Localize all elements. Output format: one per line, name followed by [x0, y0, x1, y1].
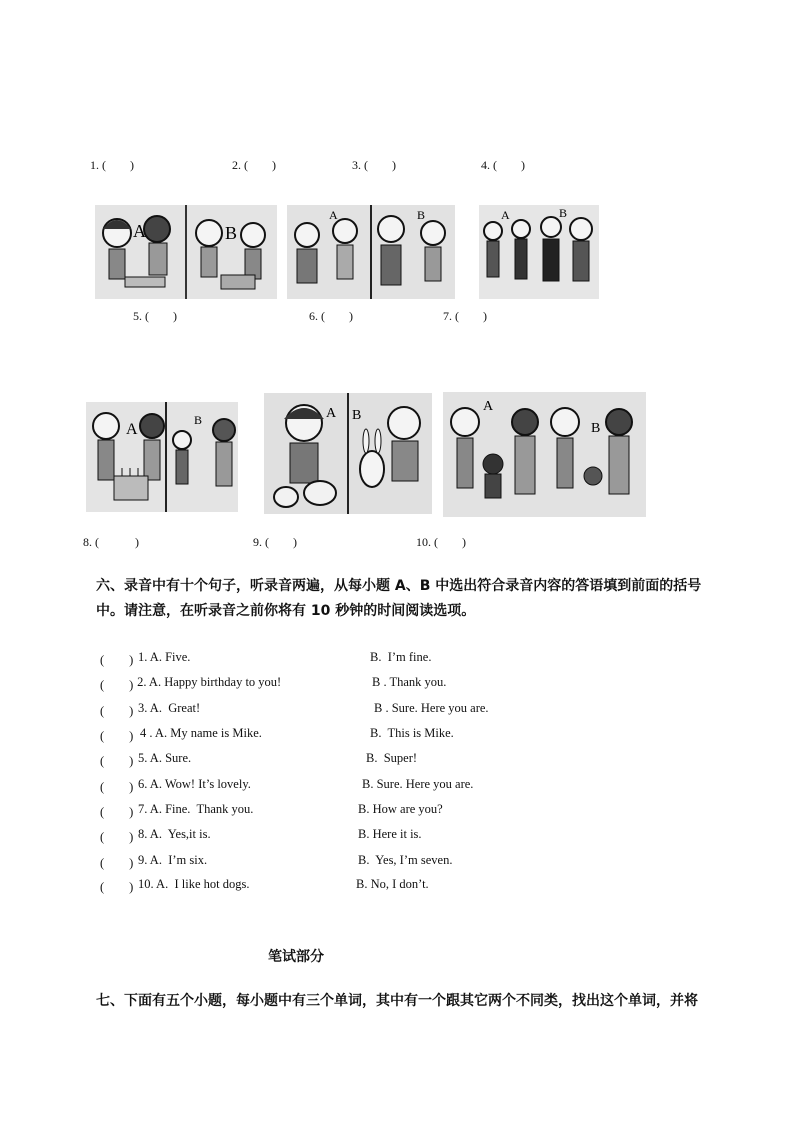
option-b: B. Yes, I’m seven.	[358, 853, 453, 867]
picture-label-a: A	[326, 406, 337, 421]
picture-5-toys	[264, 393, 432, 514]
picture-label-b: B	[591, 421, 601, 436]
picture-label-b: B	[194, 413, 203, 427]
option-b: B. Sure. Here you are.	[362, 777, 474, 791]
picture-number-2: 2. ( )	[232, 158, 276, 172]
option-a: 5. A. Sure.	[138, 751, 192, 765]
option-a: 10. A. I like hot dogs.	[138, 877, 250, 891]
option-a: 3. A. Great!	[138, 701, 201, 715]
option-b: B. This is Mike.	[370, 726, 454, 740]
picture-2-children-waving	[287, 205, 455, 299]
answer-blank[interactable]: ( )	[100, 729, 134, 743]
answer-blank[interactable]: ( )	[100, 678, 134, 692]
option-a: 8. A. Yes,it is.	[138, 827, 211, 841]
option-b: B. How are you?	[358, 802, 443, 816]
option-b: B. No, I don’t.	[356, 877, 429, 891]
picture-number-10: 10. ( )	[416, 535, 466, 549]
picture-number-5: 5. ( )	[133, 309, 177, 323]
answer-blank[interactable]: ( )	[100, 805, 134, 819]
answer-blank[interactable]: ( )	[100, 830, 134, 844]
question-row	[100, 802, 620, 820]
picture-number-9: 9. ( )	[253, 535, 297, 549]
question-row	[100, 877, 620, 895]
picture-label-a: A	[501, 208, 510, 222]
option-b: B. I’m fine.	[370, 650, 432, 664]
option-a: 7. A. Fine. Thank you.	[138, 802, 254, 816]
question-row	[100, 827, 620, 845]
question-row	[100, 777, 620, 795]
section-6-heading: 六、录音中有十个句子，听录音两遍，从每小题 A、B 中选出符合录音内容的答语填到前面的括号中。请注意，在听录音之前你将有 10 秒钟的时间阅读选项。	[96, 578, 702, 619]
written-part-title: 笔试部分	[268, 949, 324, 965]
picture-1-greeting-friends	[95, 205, 277, 299]
picture-label-b: B	[559, 206, 568, 220]
picture-3-people-shaking-hands	[479, 205, 599, 299]
question-row	[100, 751, 620, 769]
section-7-heading: 七、下面有五个小题，每小题中有三个单词，其中有一个跟其它两个不同类，找出这个单词，并将	[96, 993, 698, 1009]
option-a: 1. A. Five.	[138, 650, 191, 664]
question-row	[100, 853, 620, 871]
picture-label-a: A	[483, 399, 494, 414]
option-a: 4 . A. My name is Mike.	[140, 726, 262, 740]
answer-blank[interactable]: ( )	[100, 856, 134, 870]
answer-blank[interactable]: ( )	[100, 880, 134, 894]
picture-number-1: 1. ( )	[90, 158, 134, 172]
picture-label-b: B	[352, 408, 362, 423]
option-a: 2. A. Happy birthday to you!	[134, 675, 282, 689]
answer-blank[interactable]: ( )	[100, 754, 134, 768]
option-b: B. Here it is.	[358, 827, 422, 841]
picture-number-7: 7. ( )	[443, 309, 487, 323]
answer-blank[interactable]: ( )	[100, 653, 134, 667]
answer-blank[interactable]: ( )	[100, 704, 134, 718]
picture-number-4: 4. ( )	[481, 158, 525, 172]
option-a: 6. A. Wow! It’s lovely.	[138, 777, 251, 791]
picture-label-b: B	[417, 208, 426, 222]
option-b: B . Thank you.	[372, 675, 447, 689]
option-b: B . Sure. Here you are.	[374, 701, 489, 715]
picture-label-a: A	[329, 208, 338, 222]
question-row	[100, 726, 620, 744]
answer-blank[interactable]: ( )	[100, 780, 134, 794]
picture-6-children-with-pets	[443, 392, 646, 517]
picture-label-a: A	[126, 421, 138, 438]
picture-label-a: A	[133, 221, 146, 241]
picture-number-6: 6. ( )	[309, 309, 353, 323]
picture-4-birthday-cake	[86, 402, 238, 512]
picture-number-8: 8. ( )	[83, 535, 139, 549]
picture-label-b: B	[225, 223, 238, 243]
option-a: 9. A. I’m six.	[138, 853, 208, 867]
picture-number-3: 3. ( )	[352, 158, 396, 172]
question-row	[100, 675, 620, 693]
option-b: B. Super!	[366, 751, 418, 765]
question-row	[100, 650, 620, 668]
question-row	[100, 701, 620, 719]
